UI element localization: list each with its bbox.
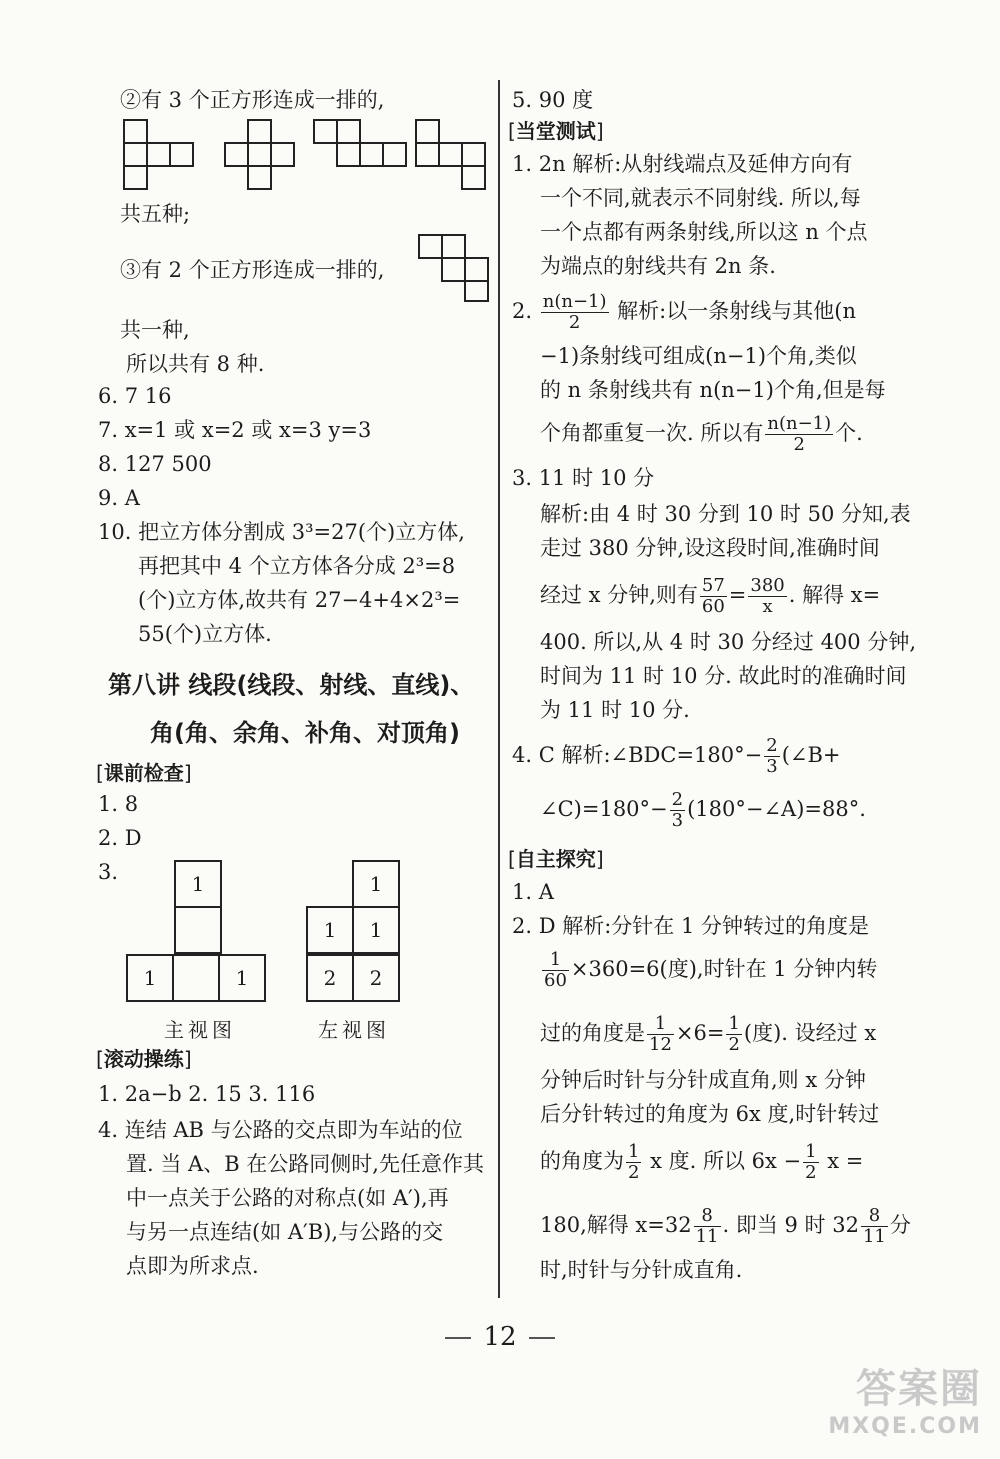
test-4-line-2: ∠C)=180°− $\frac{2}{3}$ (180°−∠A)=88°. <box>540 789 866 831</box>
answer-7: 7. x=1 或 x=2 或 x=3 y=3 <box>98 418 372 442</box>
section-label-gdcl: [滚动操练] <box>96 1047 192 1071</box>
test-3-line-5: 400. 所以,从 4 时 30 分经过 400 分钟, <box>540 630 916 654</box>
front-view-cell: 1 <box>126 954 174 1002</box>
answer-10-line-3: (个)立方体,故共有 27−4+4×2³= <box>138 588 461 612</box>
test-1-line-4: 为端点的射线共有 2n 条. <box>540 254 776 278</box>
drill-answer-4-line-3: 中一点关于公路的对称点(如 A′),再 <box>126 1186 449 1210</box>
front-view-cell <box>172 954 220 1002</box>
drill-answer-4-line-2: 置. 当 A、B 在公路同侧时,先任意作其 <box>126 1152 484 1176</box>
front-view-cell: 1 <box>218 954 266 1002</box>
side-view-cell: 2 <box>352 954 400 1002</box>
explore-2-line-5: 后分针转过的角度为 6x 度,时针转过 <box>540 1102 880 1126</box>
answer-5: 5. 90 度 <box>512 88 594 112</box>
answer-8: 8. 127 500 <box>98 452 212 476</box>
drill-answer-4-line-1: 4. 连结 AB 与公路的交点即为车站的位 <box>98 1118 463 1142</box>
answer-10-line-2: 再把其中 4 个立方体各分成 2³=8 <box>138 554 456 578</box>
drill-answer-4-line-5: 点即为所求点. <box>126 1254 259 1278</box>
check-answer-3: 3. <box>98 860 119 884</box>
explore-2-line-8: 时,时针与分针成直角. <box>540 1258 743 1282</box>
fraction: $\frac{8}{11}$ <box>695 1205 719 1247</box>
test-3-line-6: 时间为 11 时 10 分. 故此时的准确时间 <box>540 664 907 688</box>
fraction: $\frac{380}{x}$ <box>750 575 785 617</box>
explore-answer-1: 1. A <box>512 880 554 904</box>
page-number: 12 <box>0 1322 1000 1352</box>
section-label-zztj: [自主探究] <box>508 847 604 871</box>
explore-2-line-2: $\frac{1}{60}$ ×360=6(度),时针在 1 分钟内转 <box>544 949 878 991</box>
answer-9: 9. A <box>98 486 140 510</box>
test-2-line-1: 2. $\frac{n(n-1)}{2}$ 解析:以一条射线与其他(n <box>512 291 856 333</box>
test-3-line-1: 3. 11 时 10 分 <box>512 466 655 490</box>
page-number-dash <box>445 1337 471 1339</box>
answer-10-line-1: 10. 把立方体分割成 3³=27(个)立方体, <box>98 520 465 544</box>
fraction: $\frac{1}{60}$ <box>544 949 567 991</box>
side-view-cell: 1 <box>352 860 400 908</box>
explore-2-line-4: 分钟后时针与分针成直角,则 x 分钟 <box>540 1068 866 1092</box>
test-4-line-1: 4. C 解析:∠BDC=180°− $\frac{2}{3}$ (∠B+ <box>512 735 841 777</box>
fraction: $\frac{2}{3}$ <box>671 789 684 831</box>
side-view-cell: 1 <box>352 906 400 954</box>
side-view-cell: 2 <box>306 954 354 1002</box>
fraction: $\frac{1}{2}$ <box>805 1141 817 1183</box>
page-number-dash <box>529 1337 555 1339</box>
explore-2-line-7: 180,解得 x=32 $\frac{8}{11}$ . 即当 9 时 32 $\frac{8}{11}$ 分 <box>540 1205 911 1247</box>
explore-2-line-6: 的角度为 $\frac{1}{2}$ x 度. 所以 6x − $\frac{1}{2}$ x = <box>540 1141 864 1183</box>
test-3-line-7: 为 11 时 10 分. <box>540 698 690 722</box>
fraction: $\frac{n(n-1)}{2}$ <box>767 413 832 455</box>
check-answer-1: 1. 8 <box>98 792 139 816</box>
column-divider <box>498 80 500 1298</box>
test-1-line-3: 一个点都有两条射线,所以这 n 个点 <box>540 220 868 244</box>
test-3-line-2: 解析:由 4 时 30 分到 10 时 50 分知,表 <box>540 502 911 526</box>
fraction: $\frac{8}{11}$ <box>862 1205 886 1247</box>
left-line-1: ②有 3 个正方形连成一排的, <box>120 88 385 112</box>
answer-6: 6. 7 16 <box>98 384 172 408</box>
fraction: $\frac{57}{60}$ <box>701 575 725 617</box>
test-1-line-2: 一个不同,就表示不同射线. 所以,每 <box>540 186 861 210</box>
fraction: $\frac{1}{2}$ <box>728 1013 740 1055</box>
section-label-kqjc: [课前检查] <box>96 761 192 785</box>
left-line-4: 共一种, <box>120 318 190 342</box>
check-answer-2: 2. D <box>98 826 142 850</box>
drill-answer-4-line-4: 与另一点连结(如 A′B),与公路的交 <box>126 1220 444 1244</box>
side-view-caption: 左视图 <box>318 1018 390 1042</box>
fraction: $\frac{2}{3}$ <box>766 735 778 777</box>
watermark-logo: 答案圈 MXQE.COM <box>828 1366 982 1439</box>
answer-10-line-4: 55(个)立方体. <box>138 622 272 646</box>
side-view-cell: 1 <box>306 906 354 954</box>
cube-net-staircase <box>416 232 494 302</box>
left-line-3: ③有 2 个正方形连成一排的, <box>120 258 385 282</box>
lecture-heading-line-2: 角(角、余角、补角、对顶角) <box>150 719 460 747</box>
cube-nets-row <box>118 116 498 190</box>
explore-2-line-1: 2. D 解析:分针在 1 分钟转过的角度是 <box>512 914 870 938</box>
test-2-line-4: 个角都重复一次. 所以有 $\frac{n(n-1)}{2}$ 个. <box>540 413 863 455</box>
test-3-line-3: 走过 380 分钟,设这段时间,准确时间 <box>540 536 880 560</box>
explore-2-line-3: 过的角度是 $\frac{1}{12}$ ×6= $\frac{1}{2}$ (度). 设经过 x <box>540 1013 877 1055</box>
left-line-5: 所以共有 8 种. <box>126 352 265 376</box>
front-view-cell: 1 <box>174 860 222 908</box>
test-2-line-3: 的 n 条射线共有 n(n−1)个角,但是每 <box>540 378 886 402</box>
test-1-line-1: 1. 2n 解析:从射线端点及延伸方向有 <box>512 152 853 176</box>
front-view-caption: 主视图 <box>164 1018 236 1042</box>
test-2-line-2: −1)条射线可组成(n−1)个角,类似 <box>540 344 857 368</box>
lecture-heading-line-1: 第八讲 线段(线段、射线、直线)、 <box>108 671 475 699</box>
fraction: $\frac{1}{2}$ <box>628 1141 640 1183</box>
test-3-line-4: 经过 x 分钟,则有 $\frac{57}{60}$ = $\frac{380}{x}$ . 解得 x= <box>540 575 881 617</box>
drill-answers-1-3: 1. 2a−b 2. 15 3. 116 <box>98 1082 316 1106</box>
front-view-cell <box>174 906 222 954</box>
section-label-dtcs: [当堂测试] <box>508 119 604 143</box>
fraction: $\frac{n(n-1)}{2}$ <box>542 291 607 333</box>
left-line-2: 共五种; <box>120 202 191 226</box>
fraction: $\frac{1}{12}$ <box>649 1013 672 1055</box>
